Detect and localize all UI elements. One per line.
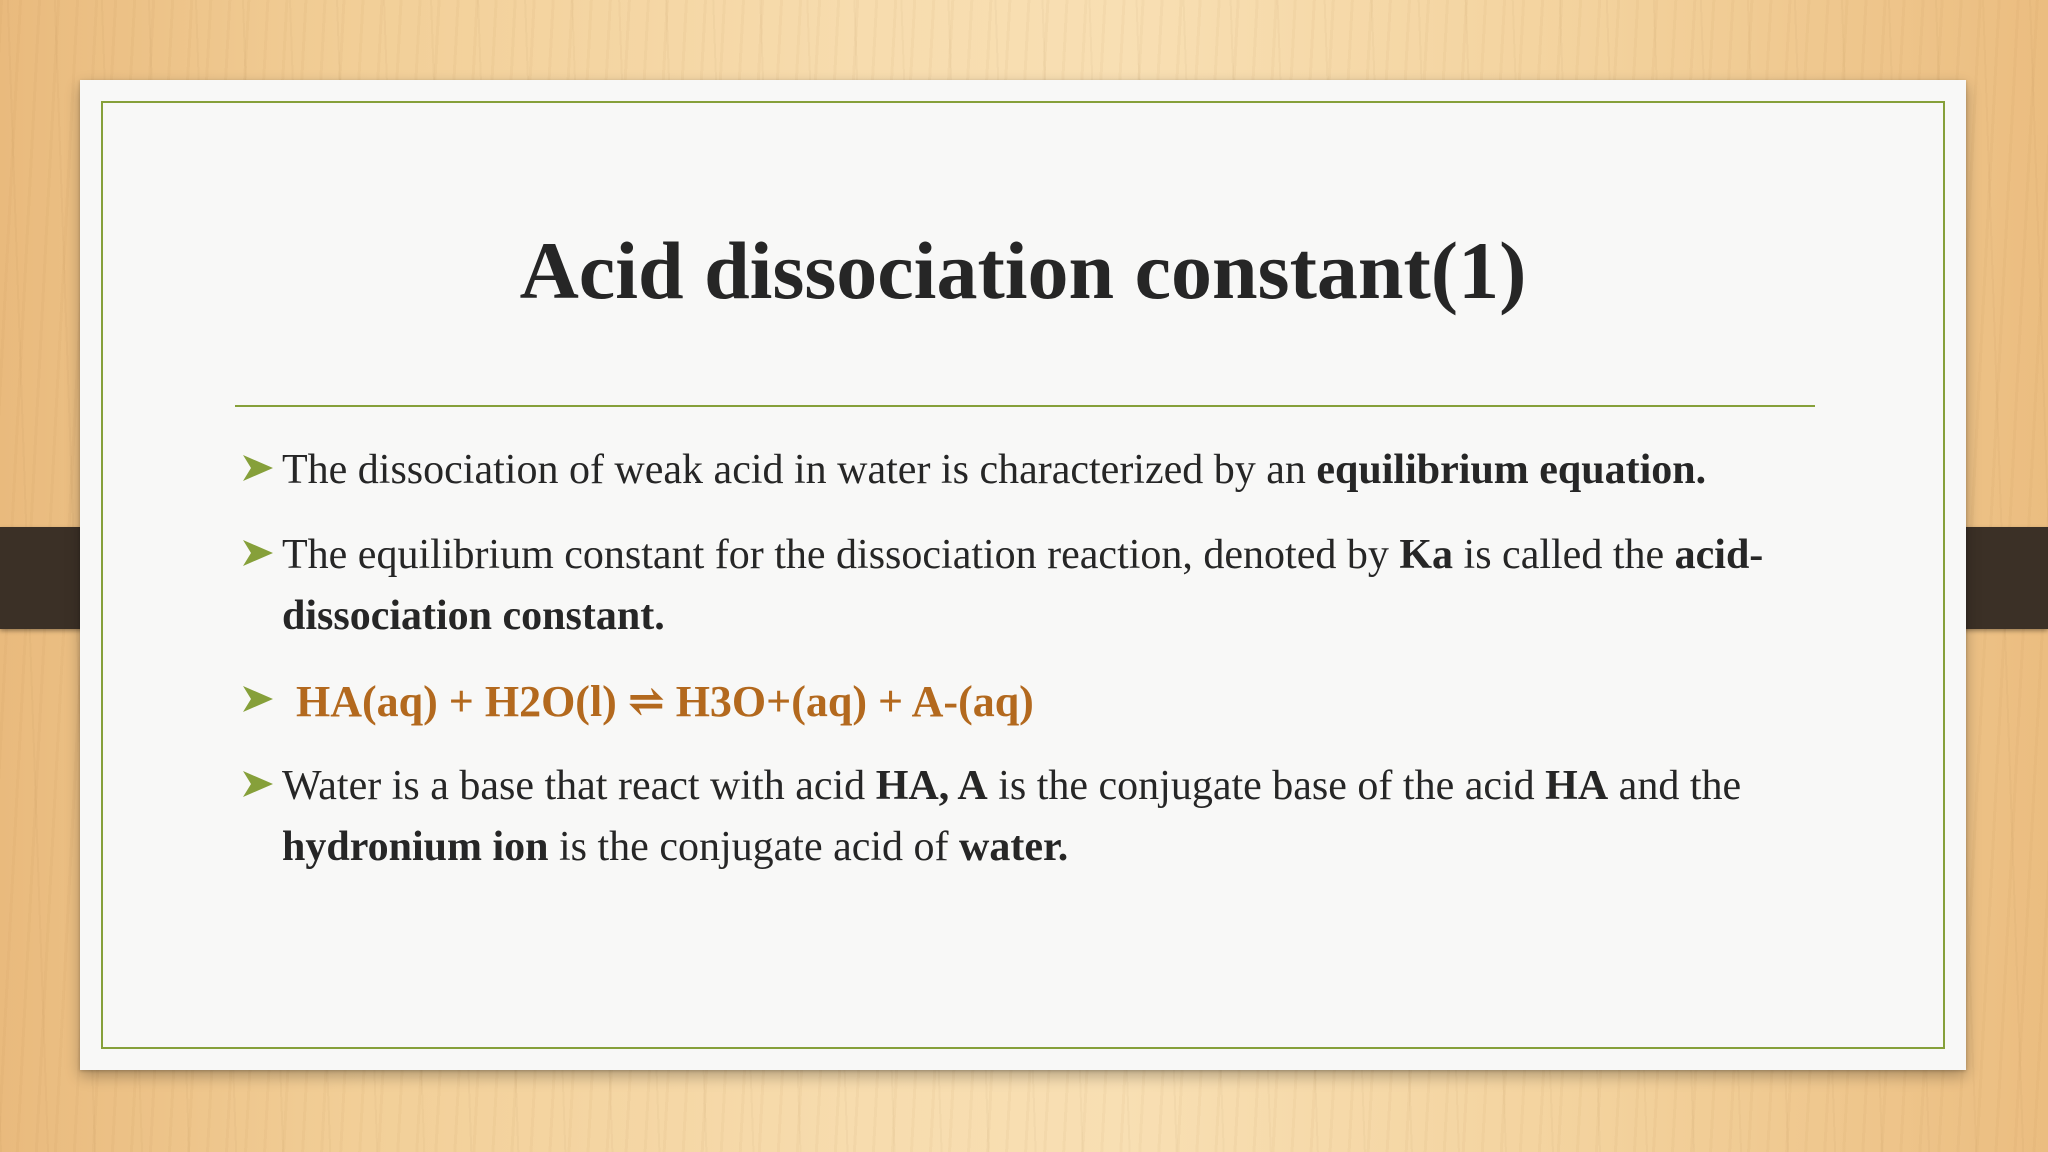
arrow-bullet-icon (240, 766, 276, 802)
bullet-item-equation (240, 671, 1860, 732)
bullet-bold-text: HA (1545, 763, 1609, 809)
bullet-text: Water is a base that react with acid (282, 763, 876, 809)
bullet-text: and the (1608, 763, 1742, 809)
bullet-text: is called the (1453, 532, 1675, 578)
arrow-bullet-icon (240, 681, 276, 717)
bullet-item-ka (240, 525, 1860, 647)
bullet-bold-text: water. (959, 824, 1069, 870)
bullet-text: is the conjugate acid of (548, 824, 960, 870)
bullet-bold-text: Ka (1399, 532, 1454, 578)
bullet-bold-text: hydronium ion (282, 824, 549, 870)
bullet-bold-text: HA, A (875, 763, 988, 809)
slide-card (80, 80, 1966, 1070)
bullet-item-equilibrium (240, 440, 1860, 501)
bullet-list (240, 440, 1860, 902)
bullet-text: The equilibrium constant for the dissociation reaction, denoted by (282, 532, 1400, 578)
bullet-text: is the conjugate base of the acid (987, 763, 1546, 809)
bullet-bold-text: acid-dissociation constant. (282, 532, 1764, 639)
bullet-item-water-base (240, 756, 1860, 878)
bullet-text: The dissociation of weak acid in water is characterized by an (282, 447, 1317, 493)
chemical-equation: HA(aq) + H2O(l) ⇌ H3O+(aq) + A-(aq) (296, 677, 1034, 726)
arrow-bullet-icon (240, 450, 276, 486)
slide-title: Acid dissociation constant(1) (519, 225, 1527, 316)
arrow-bullet-icon (240, 535, 276, 571)
title-divider (235, 405, 1815, 407)
bullet-bold-text: equilibrium equation. (1316, 447, 1707, 493)
